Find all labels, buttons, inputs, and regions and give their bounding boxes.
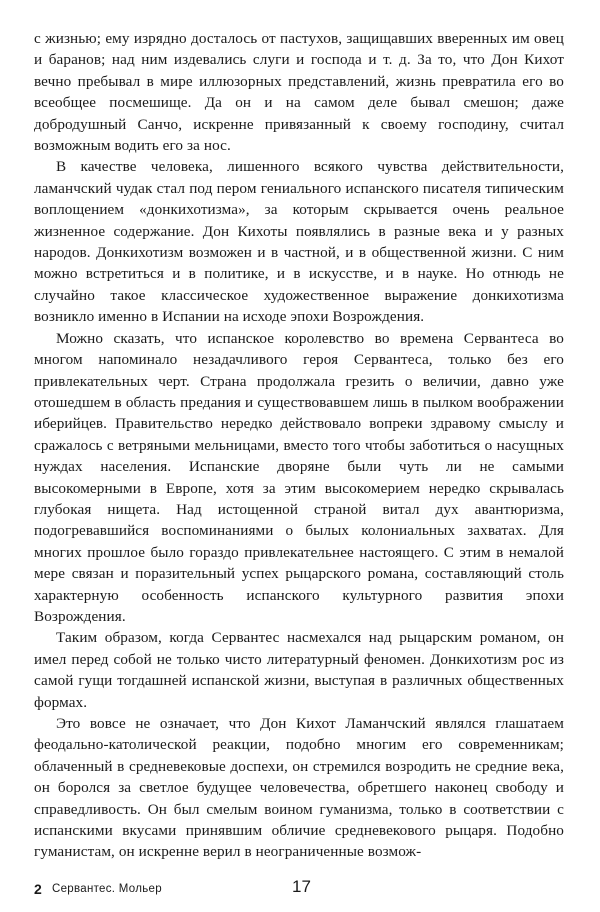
paragraph-5: Это вовсе не означает, что Дон Кихот Ламанчский являлся глашатаем феодально-католической реакции, подобно многим его современникам; облаченный в средневековые доспехи, он стремился возродить не средние века, он боролся за светлое будущее человечества, обретшего наконец свободу и справедливость. Он был смелым воином гуманизма, только в соответствии с испанскими вкусами принявшим обличие средневекового рыцаря. Подобно гуманистам, он искренне верил в неограниченные возмож- xyxy=(34,715,564,861)
paragraph-1: с жизнью; ему изрядно досталось от пастухов, защищавших вверенных им овец и баранов; над ним издевались слуги и господа и т. д. За то, что Дон Кихот вечно пребывал в мире иллюзорных представлений, жизнь превратила его во всеобщее посмешище. Да он и на самом деле бывал смешон; даже добродушный Санчо, искренне привязанный к своему господину, считал возможным водить его за нос. xyxy=(34,30,564,155)
paragraph-3: Можно сказать, что испанское королевство во времена Сервантеса во многом напоминало незадачливого героя Сервантеса, только без его привлекательных черт. Страна продолжала грезить о величии, давно уже отошедшем в область предания и существовавшем лишь в пылком воображении иберийцев. Правительство нередко действовало вопреки здравому смыслу и сражалось с ветряными мельницами, вместо того чтобы заботиться о насущных нуждах населения. Испанские дворяне были чуть ли не самыми высокомерными в Европе, хотя за этим высокомерием нередко скрывалась глубокая нищета. Над истощенной страной витал дух авантюризма, подогревавшийся воспоминаниями о былых колониальных захватах. Для многих прошлое было гораздо привлекательнее настоящего. С этим в немалой мере связан и поразительный успех рыцарского романа, составляющий столь характерную особенность испанского культурного развития эпохи Возрождения. xyxy=(34,329,564,625)
paragraph-2: В качестве человека, лишенного всякого чувства действительности, ламанчский чудак стал под пером гениального испанского писателя типическим воплощением «донкихотизма», за которым скрывается очень реальное жизненное содержание. Дон Кихоты появлялись в разные века и у разных народов. Донкихотизм возможен и в частной, и в общественной жизни. С ним можно встретиться и в политике, и в искусстве, и в науке. Но отнюдь не случайно такое классическое художественное выражение донкихотизма возникло именно в Испании на исходе эпохи Возрождения. xyxy=(34,158,564,326)
signature-title: Сервантес. Мольер xyxy=(52,883,162,895)
page-number: 17 xyxy=(292,877,311,896)
page-footer xyxy=(34,878,564,900)
signature-number: 2 xyxy=(34,881,42,897)
paragraph-4: Таким образом, когда Сервантес насмехался над рыцарским романом, он имел перед собой не только чисто литературный феномен. Донкихотизм рос из самой гущи тогдашней испанской жизни, выступая в различных общественных формах. xyxy=(34,629,564,711)
page-body xyxy=(34,28,564,863)
